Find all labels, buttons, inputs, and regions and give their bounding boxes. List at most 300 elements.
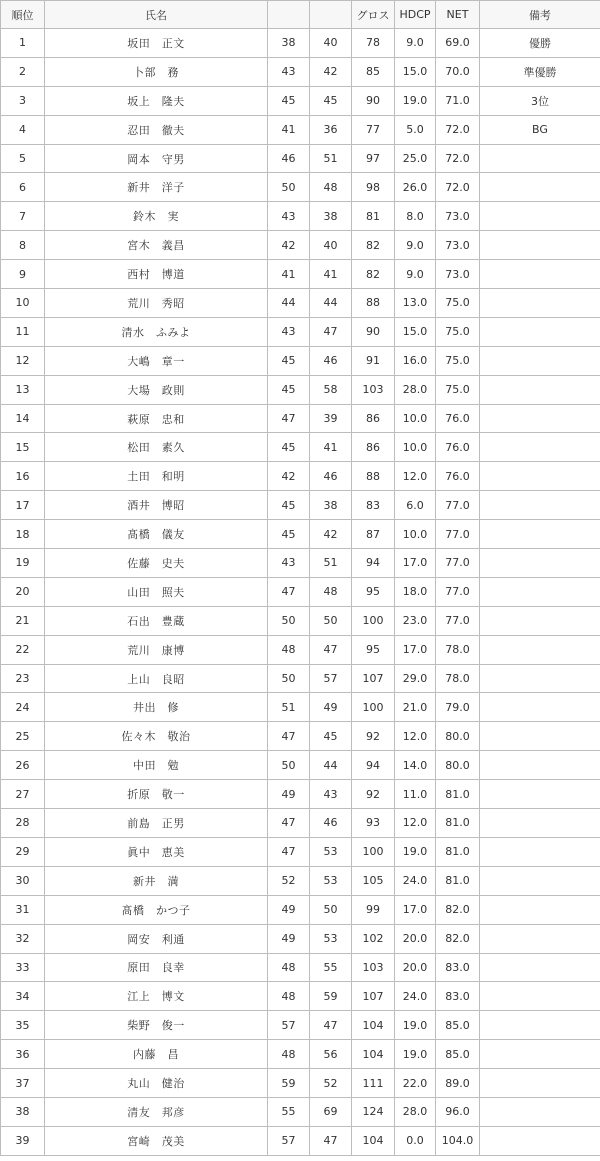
rank-cell: 19 xyxy=(1,549,45,578)
hdcp-cell: 12.0 xyxy=(395,722,436,751)
remarks-cell xyxy=(480,837,600,866)
name-cell: 鈴木 実 xyxy=(45,202,268,231)
out-score-cell: 42 xyxy=(268,462,310,491)
net-cell: 77.0 xyxy=(436,577,480,606)
name-cell: 荒川 康博 xyxy=(45,635,268,664)
in-score-cell: 40 xyxy=(310,231,352,260)
remarks-cell: 優勝 xyxy=(480,29,600,58)
remarks-cell xyxy=(480,1069,600,1098)
in-score-cell: 41 xyxy=(310,260,352,289)
hdcp-cell: 28.0 xyxy=(395,375,436,404)
hdcp-cell: 20.0 xyxy=(395,953,436,982)
rank-cell: 9 xyxy=(1,260,45,289)
name-cell: 佐藤 史夫 xyxy=(45,549,268,578)
name-cell: 前島 正男 xyxy=(45,809,268,838)
out-score-cell: 59 xyxy=(268,1069,310,1098)
out-score-cell: 45 xyxy=(268,491,310,520)
gross-cell: 85 xyxy=(352,57,395,86)
net-cell: 77.0 xyxy=(436,520,480,549)
table-row xyxy=(1,577,600,606)
table-row xyxy=(1,982,600,1011)
remarks-cell xyxy=(480,462,600,491)
gross-cell: 90 xyxy=(352,86,395,115)
out-score-cell: 41 xyxy=(268,115,310,144)
table-row xyxy=(1,86,600,115)
name-cell: 新井 洋子 xyxy=(45,173,268,202)
out-score-cell: 50 xyxy=(268,173,310,202)
out-score-cell: 46 xyxy=(268,144,310,173)
rank-cell: 12 xyxy=(1,346,45,375)
name-cell: 髙橋 儀友 xyxy=(45,520,268,549)
net-cell: 79.0 xyxy=(436,693,480,722)
out-score-cell: 45 xyxy=(268,433,310,462)
in-score-cell: 38 xyxy=(310,202,352,231)
rank-cell: 17 xyxy=(1,491,45,520)
out-score-cell: 57 xyxy=(268,1011,310,1040)
table-row xyxy=(1,693,600,722)
hdcp-cell: 19.0 xyxy=(395,837,436,866)
name-cell: 石出 豊蔵 xyxy=(45,606,268,635)
hdcp-cell: 21.0 xyxy=(395,693,436,722)
in-score-cell: 47 xyxy=(310,635,352,664)
in-score-cell: 44 xyxy=(310,751,352,780)
gross-cell: 87 xyxy=(352,520,395,549)
out-score-cell: 43 xyxy=(268,202,310,231)
out-score-cell: 43 xyxy=(268,317,310,346)
table-row xyxy=(1,57,600,86)
rank-cell: 14 xyxy=(1,404,45,433)
gross-cell: 105 xyxy=(352,866,395,895)
out-score-cell: 48 xyxy=(268,982,310,1011)
out-score-cell: 45 xyxy=(268,346,310,375)
gross-cell: 97 xyxy=(352,144,395,173)
net-cell: 69.0 xyxy=(436,29,480,58)
out-score-cell: 49 xyxy=(268,895,310,924)
hdcp-cell: 15.0 xyxy=(395,317,436,346)
gross-cell: 83 xyxy=(352,491,395,520)
table-row xyxy=(1,491,600,520)
in-score-cell: 47 xyxy=(310,1126,352,1155)
gross-cell: 93 xyxy=(352,809,395,838)
header-rank: 順位 xyxy=(1,1,45,29)
in-score-cell: 51 xyxy=(310,144,352,173)
name-cell: 原田 良幸 xyxy=(45,953,268,982)
out-score-cell: 45 xyxy=(268,375,310,404)
header-name: 氏名 xyxy=(45,1,268,29)
in-score-cell: 48 xyxy=(310,173,352,202)
in-score-cell: 46 xyxy=(310,462,352,491)
in-score-cell: 44 xyxy=(310,289,352,318)
hdcp-cell: 20.0 xyxy=(395,924,436,953)
net-cell: 83.0 xyxy=(436,982,480,1011)
hdcp-cell: 24.0 xyxy=(395,866,436,895)
gross-cell: 103 xyxy=(352,953,395,982)
table-row xyxy=(1,606,600,635)
remarks-cell xyxy=(480,144,600,173)
hdcp-cell: 10.0 xyxy=(395,520,436,549)
rank-cell: 26 xyxy=(1,751,45,780)
table-row xyxy=(1,953,600,982)
rank-cell: 38 xyxy=(1,1097,45,1126)
name-cell: 江上 博文 xyxy=(45,982,268,1011)
header-out xyxy=(268,1,310,29)
rank-cell: 24 xyxy=(1,693,45,722)
name-cell: 新井 満 xyxy=(45,866,268,895)
in-score-cell: 51 xyxy=(310,549,352,578)
table-row xyxy=(1,289,600,318)
table-row xyxy=(1,433,600,462)
name-cell: 坂上 隆夫 xyxy=(45,86,268,115)
gross-cell: 82 xyxy=(352,260,395,289)
in-score-cell: 42 xyxy=(310,520,352,549)
in-score-cell: 46 xyxy=(310,346,352,375)
in-score-cell: 56 xyxy=(310,1040,352,1069)
hdcp-cell: 22.0 xyxy=(395,1069,436,1098)
hdcp-cell: 19.0 xyxy=(395,1011,436,1040)
remarks-cell xyxy=(480,173,600,202)
out-score-cell: 50 xyxy=(268,664,310,693)
gross-cell: 91 xyxy=(352,346,395,375)
rank-cell: 31 xyxy=(1,895,45,924)
net-cell: 73.0 xyxy=(436,260,480,289)
remarks-cell xyxy=(480,1126,600,1155)
out-score-cell: 48 xyxy=(268,1040,310,1069)
remarks-cell xyxy=(480,260,600,289)
out-score-cell: 52 xyxy=(268,866,310,895)
name-cell: 土田 和明 xyxy=(45,462,268,491)
rank-cell: 37 xyxy=(1,1069,45,1098)
table-row xyxy=(1,520,600,549)
remarks-cell: BG xyxy=(480,115,600,144)
table-row xyxy=(1,1126,600,1155)
table-row xyxy=(1,404,600,433)
rank-cell: 13 xyxy=(1,375,45,404)
rank-cell: 34 xyxy=(1,982,45,1011)
hdcp-cell: 13.0 xyxy=(395,289,436,318)
table-row xyxy=(1,375,600,404)
hdcp-cell: 9.0 xyxy=(395,29,436,58)
in-score-cell: 53 xyxy=(310,924,352,953)
gross-cell: 92 xyxy=(352,722,395,751)
out-score-cell: 50 xyxy=(268,606,310,635)
name-cell: 清友 邦彦 xyxy=(45,1097,268,1126)
name-cell: 折原 敬一 xyxy=(45,780,268,809)
hdcp-cell: 8.0 xyxy=(395,202,436,231)
gross-cell: 100 xyxy=(352,606,395,635)
remarks-cell xyxy=(480,549,600,578)
hdcp-cell: 10.0 xyxy=(395,404,436,433)
net-cell: 75.0 xyxy=(436,346,480,375)
remarks-cell xyxy=(480,491,600,520)
table-row xyxy=(1,751,600,780)
rank-cell: 27 xyxy=(1,780,45,809)
rank-cell: 25 xyxy=(1,722,45,751)
out-score-cell: 47 xyxy=(268,404,310,433)
remarks-cell xyxy=(480,433,600,462)
in-score-cell: 58 xyxy=(310,375,352,404)
table-row xyxy=(1,29,600,58)
header-gross: グロス xyxy=(352,1,395,29)
net-cell: 85.0 xyxy=(436,1040,480,1069)
in-score-cell: 38 xyxy=(310,491,352,520)
gross-cell: 86 xyxy=(352,404,395,433)
net-cell: 70.0 xyxy=(436,57,480,86)
table-row xyxy=(1,837,600,866)
remarks-cell xyxy=(480,866,600,895)
remarks-cell: 準優勝 xyxy=(480,57,600,86)
rank-cell: 16 xyxy=(1,462,45,491)
in-score-cell: 36 xyxy=(310,115,352,144)
rank-cell: 10 xyxy=(1,289,45,318)
out-score-cell: 41 xyxy=(268,260,310,289)
remarks-cell xyxy=(480,982,600,1011)
out-score-cell: 38 xyxy=(268,29,310,58)
in-score-cell: 47 xyxy=(310,317,352,346)
table-row xyxy=(1,1069,600,1098)
in-score-cell: 55 xyxy=(310,953,352,982)
header-row xyxy=(1,1,600,29)
remarks-cell xyxy=(480,520,600,549)
hdcp-cell: 28.0 xyxy=(395,1097,436,1126)
in-score-cell: 50 xyxy=(310,606,352,635)
net-cell: 76.0 xyxy=(436,462,480,491)
name-cell: 眞中 恵美 xyxy=(45,837,268,866)
rank-cell: 4 xyxy=(1,115,45,144)
remarks-cell xyxy=(480,317,600,346)
rank-cell: 20 xyxy=(1,577,45,606)
table-body xyxy=(1,29,600,1156)
table-row xyxy=(1,895,600,924)
net-cell: 81.0 xyxy=(436,837,480,866)
name-cell: 岡本 守男 xyxy=(45,144,268,173)
net-cell: 71.0 xyxy=(436,86,480,115)
remarks-cell xyxy=(480,751,600,780)
table-row xyxy=(1,809,600,838)
out-score-cell: 48 xyxy=(268,635,310,664)
hdcp-cell: 12.0 xyxy=(395,462,436,491)
in-score-cell: 42 xyxy=(310,57,352,86)
net-cell: 77.0 xyxy=(436,549,480,578)
header-hdcp: HDCP xyxy=(395,1,436,29)
gross-cell: 100 xyxy=(352,693,395,722)
name-cell: 山田 照夫 xyxy=(45,577,268,606)
table-row xyxy=(1,1097,600,1126)
table-row xyxy=(1,924,600,953)
hdcp-cell: 0.0 xyxy=(395,1126,436,1155)
out-score-cell: 57 xyxy=(268,1126,310,1155)
gross-cell: 104 xyxy=(352,1011,395,1040)
net-cell: 73.0 xyxy=(436,202,480,231)
out-score-cell: 47 xyxy=(268,722,310,751)
name-cell: 清水 ふみよ xyxy=(45,317,268,346)
in-score-cell: 69 xyxy=(310,1097,352,1126)
hdcp-cell: 17.0 xyxy=(395,635,436,664)
out-score-cell: 44 xyxy=(268,289,310,318)
table-row xyxy=(1,866,600,895)
out-score-cell: 49 xyxy=(268,924,310,953)
rank-cell: 6 xyxy=(1,173,45,202)
net-cell: 72.0 xyxy=(436,115,480,144)
remarks-cell xyxy=(480,202,600,231)
net-cell: 72.0 xyxy=(436,173,480,202)
gross-cell: 90 xyxy=(352,317,395,346)
rank-cell: 8 xyxy=(1,231,45,260)
net-cell: 72.0 xyxy=(436,144,480,173)
net-cell: 76.0 xyxy=(436,404,480,433)
in-score-cell: 43 xyxy=(310,780,352,809)
net-cell: 75.0 xyxy=(436,375,480,404)
name-cell: 酒井 博昭 xyxy=(45,491,268,520)
net-cell: 81.0 xyxy=(436,809,480,838)
name-cell: 上山 良昭 xyxy=(45,664,268,693)
rank-cell: 15 xyxy=(1,433,45,462)
net-cell: 96.0 xyxy=(436,1097,480,1126)
remarks-cell xyxy=(480,404,600,433)
table-row xyxy=(1,173,600,202)
in-score-cell: 53 xyxy=(310,866,352,895)
gross-cell: 98 xyxy=(352,173,395,202)
in-score-cell: 59 xyxy=(310,982,352,1011)
gross-cell: 88 xyxy=(352,289,395,318)
gross-cell: 107 xyxy=(352,664,395,693)
header-in xyxy=(310,1,352,29)
hdcp-cell: 24.0 xyxy=(395,982,436,1011)
in-score-cell: 45 xyxy=(310,86,352,115)
hdcp-cell: 17.0 xyxy=(395,895,436,924)
hdcp-cell: 9.0 xyxy=(395,231,436,260)
gross-cell: 94 xyxy=(352,549,395,578)
in-score-cell: 50 xyxy=(310,895,352,924)
gross-cell: 124 xyxy=(352,1097,395,1126)
hdcp-cell: 15.0 xyxy=(395,57,436,86)
gross-cell: 107 xyxy=(352,982,395,1011)
gross-cell: 86 xyxy=(352,433,395,462)
remarks-cell xyxy=(480,231,600,260)
name-cell: 丸山 健治 xyxy=(45,1069,268,1098)
rank-cell: 2 xyxy=(1,57,45,86)
remarks-cell xyxy=(480,635,600,664)
out-score-cell: 42 xyxy=(268,231,310,260)
rank-cell: 5 xyxy=(1,144,45,173)
gross-cell: 104 xyxy=(352,1126,395,1155)
hdcp-cell: 16.0 xyxy=(395,346,436,375)
table-row xyxy=(1,317,600,346)
in-score-cell: 53 xyxy=(310,837,352,866)
rank-cell: 1 xyxy=(1,29,45,58)
out-score-cell: 43 xyxy=(268,549,310,578)
gross-cell: 88 xyxy=(352,462,395,491)
in-score-cell: 48 xyxy=(310,577,352,606)
hdcp-cell: 12.0 xyxy=(395,809,436,838)
rank-cell: 3 xyxy=(1,86,45,115)
net-cell: 75.0 xyxy=(436,289,480,318)
hdcp-cell: 9.0 xyxy=(395,260,436,289)
table-row xyxy=(1,231,600,260)
rank-cell: 7 xyxy=(1,202,45,231)
hdcp-cell: 18.0 xyxy=(395,577,436,606)
out-score-cell: 47 xyxy=(268,837,310,866)
table-row xyxy=(1,144,600,173)
name-cell: 内藤 昌 xyxy=(45,1040,268,1069)
name-cell: 卜部 務 xyxy=(45,57,268,86)
table-row xyxy=(1,549,600,578)
gross-cell: 95 xyxy=(352,577,395,606)
name-cell: 宮木 義昌 xyxy=(45,231,268,260)
out-score-cell: 50 xyxy=(268,751,310,780)
net-cell: 82.0 xyxy=(436,895,480,924)
gross-cell: 104 xyxy=(352,1040,395,1069)
hdcp-cell: 23.0 xyxy=(395,606,436,635)
remarks-cell xyxy=(480,346,600,375)
net-cell: 77.0 xyxy=(436,491,480,520)
rank-cell: 30 xyxy=(1,866,45,895)
hdcp-cell: 5.0 xyxy=(395,115,436,144)
net-cell: 83.0 xyxy=(436,953,480,982)
rank-cell: 39 xyxy=(1,1126,45,1155)
table-row xyxy=(1,722,600,751)
net-cell: 75.0 xyxy=(436,317,480,346)
remarks-cell xyxy=(480,924,600,953)
net-cell: 77.0 xyxy=(436,606,480,635)
net-cell: 85.0 xyxy=(436,1011,480,1040)
name-cell: 松田 素久 xyxy=(45,433,268,462)
out-score-cell: 43 xyxy=(268,57,310,86)
net-cell: 78.0 xyxy=(436,635,480,664)
name-cell: 宮崎 茂美 xyxy=(45,1126,268,1155)
in-score-cell: 45 xyxy=(310,722,352,751)
in-score-cell: 47 xyxy=(310,1011,352,1040)
hdcp-cell: 29.0 xyxy=(395,664,436,693)
in-score-cell: 57 xyxy=(310,664,352,693)
gross-cell: 92 xyxy=(352,780,395,809)
out-score-cell: 49 xyxy=(268,780,310,809)
remarks-cell xyxy=(480,577,600,606)
in-score-cell: 49 xyxy=(310,693,352,722)
header-net: NET xyxy=(436,1,480,29)
remarks-cell xyxy=(480,722,600,751)
rank-cell: 21 xyxy=(1,606,45,635)
remarks-cell xyxy=(480,664,600,693)
name-cell: 井出 修 xyxy=(45,693,268,722)
hdcp-cell: 17.0 xyxy=(395,549,436,578)
in-score-cell: 46 xyxy=(310,809,352,838)
rank-cell: 18 xyxy=(1,520,45,549)
table-row xyxy=(1,1011,600,1040)
hdcp-cell: 6.0 xyxy=(395,491,436,520)
net-cell: 78.0 xyxy=(436,664,480,693)
out-score-cell: 47 xyxy=(268,809,310,838)
in-score-cell: 41 xyxy=(310,433,352,462)
net-cell: 81.0 xyxy=(436,780,480,809)
net-cell: 73.0 xyxy=(436,231,480,260)
table-row xyxy=(1,462,600,491)
name-cell: 柴野 俊一 xyxy=(45,1011,268,1040)
name-cell: 佐々木 敬治 xyxy=(45,722,268,751)
remarks-cell xyxy=(480,809,600,838)
header-remarks: 備考 xyxy=(480,1,600,29)
gross-cell: 94 xyxy=(352,751,395,780)
in-score-cell: 52 xyxy=(310,1069,352,1098)
hdcp-cell: 26.0 xyxy=(395,173,436,202)
in-score-cell: 39 xyxy=(310,404,352,433)
name-cell: 坂田 正文 xyxy=(45,29,268,58)
name-cell: 大場 政則 xyxy=(45,375,268,404)
rank-cell: 28 xyxy=(1,809,45,838)
remarks-cell xyxy=(480,780,600,809)
gross-cell: 102 xyxy=(352,924,395,953)
table-row xyxy=(1,1040,600,1069)
name-cell: 忍田 徹夫 xyxy=(45,115,268,144)
